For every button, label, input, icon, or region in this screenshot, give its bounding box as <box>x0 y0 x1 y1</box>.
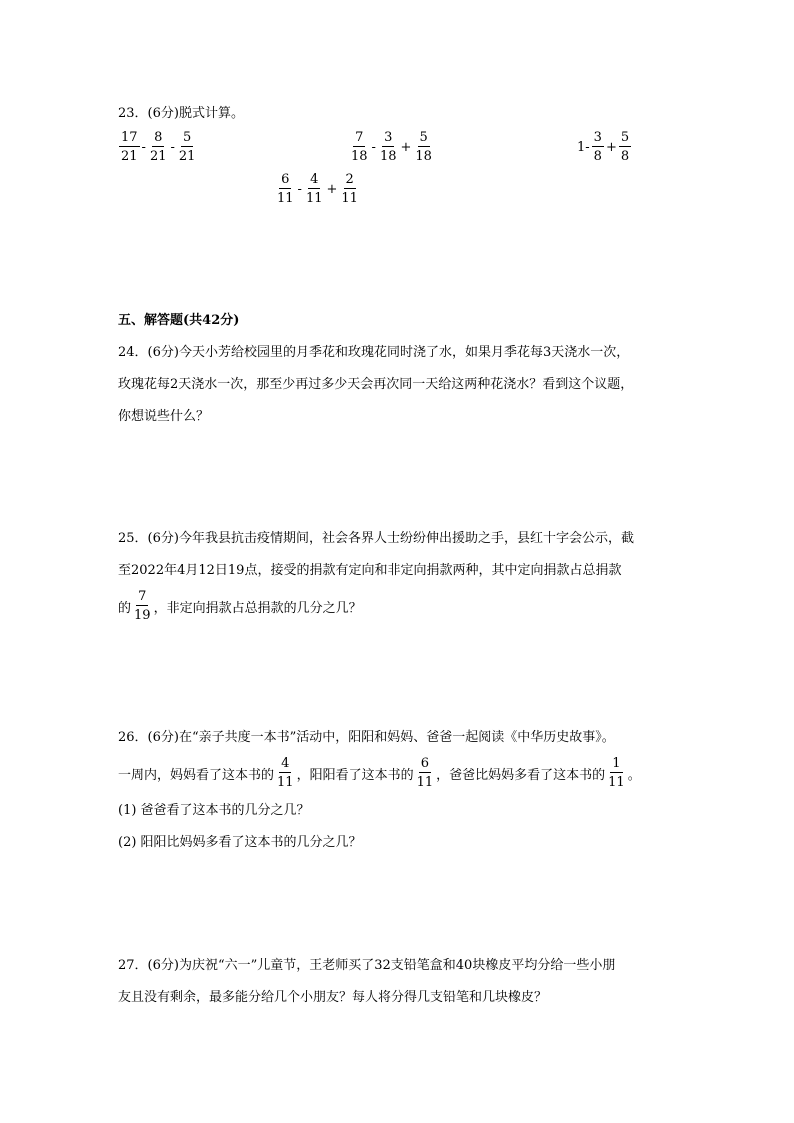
section-heading: 五、解答题(共42分) <box>118 313 240 328</box>
q23-expression-2 <box>348 131 435 163</box>
operator: - <box>141 139 146 155</box>
fraction: $\frac{5}{8}$ <box>620 130 630 164</box>
q25-line-3 <box>118 590 362 622</box>
text: ，爸爸比妈妈多看了这本书的 <box>436 767 606 783</box>
q23-expression-4 <box>274 173 361 205</box>
operator: - <box>297 181 302 197</box>
q23-expression-3 <box>576 131 632 163</box>
fraction: $\frac{2}{11}$ <box>341 172 358 206</box>
operator: - <box>170 139 175 155</box>
operator: + <box>400 139 412 155</box>
q23-expression-1 <box>118 131 198 163</box>
operator: + <box>605 139 617 155</box>
fraction: $\frac{3}{18}$ <box>379 130 397 164</box>
fraction: $\frac{6}{11}$ <box>277 172 294 206</box>
q26-line-2 <box>118 757 641 789</box>
q27-line-2: 友且没有剩余，最多能分给几个小朋友？每人将分得几支铅笔和几块橡皮？ <box>118 990 548 1005</box>
q26-line-1: 26．(6分)在“亲子共度一本书”活动中，阳阳和妈妈、爸爸一起阅读《中华历史故事》。 <box>118 730 615 745</box>
q25-line-2: 至2022年4月12日19点，接受的捐款有定向和非定向捐款两种，其中定向捐款占总捐款 <box>118 563 622 578</box>
fraction: $\frac{4}{11}$ <box>305 172 323 206</box>
text: 。 <box>627 767 641 783</box>
fraction: $\frac{5}{21}$ <box>178 130 196 164</box>
text: ，非定向捐款占总捐款的几分之几？ <box>153 600 362 616</box>
q24-line-3: 你想说些什么？ <box>118 409 210 424</box>
text: 一周内，妈妈看了这本书的 <box>118 767 275 783</box>
operator: + <box>326 181 338 197</box>
fraction: $\frac{4}{11}$ <box>277 756 294 790</box>
fraction: $\frac{5}{18}$ <box>415 130 432 164</box>
operator: - <box>371 139 376 155</box>
q26-sub-question-2: (2) 阳阳比妈妈多看了这本书的几分之几？ <box>118 835 362 850</box>
fraction: $\frac{7}{19}$ <box>134 589 151 623</box>
q25-line-1: 25．(6分)今年我县抗击疫情期间，社会各界人士纷纷伸出援助之手，县红十字会公示，截 <box>118 531 634 546</box>
operator: 1- <box>577 139 590 155</box>
fraction: $\frac{6}{11}$ <box>416 756 434 790</box>
fraction: $\frac{17}{21}$ <box>121 130 138 164</box>
fraction: $\frac{7}{18}$ <box>351 130 368 164</box>
fraction: $\frac{3}{8}$ <box>593 130 602 164</box>
q24-line-1: 24．(6分)今天小芳给校园里的月季花和玫瑰花同时浇了水，如果月季花每3天浇水一次， <box>118 345 630 360</box>
fraction: $\frac{8}{21}$ <box>149 130 167 164</box>
text: ，阳阳看了这本书的 <box>296 767 414 783</box>
q23-heading: 23．(6分)脱式计算。 <box>118 106 244 121</box>
q26-sub-question-1: (1) 爸爸看了这本书的几分之几？ <box>118 803 310 818</box>
q24-line-2: 玫瑰花每2天浇水一次，那至少再过多少天会再次同一天给这两种花浇水？看到这个议题， <box>118 377 634 392</box>
q27-line-1: 27．(6分)为庆祝“六一”儿童节，王老师买了32支铅笔盒和40块橡皮平均分给一些小朋 <box>118 958 616 973</box>
text: 的 <box>118 600 132 616</box>
fraction: $\frac{1}{11}$ <box>608 756 625 790</box>
